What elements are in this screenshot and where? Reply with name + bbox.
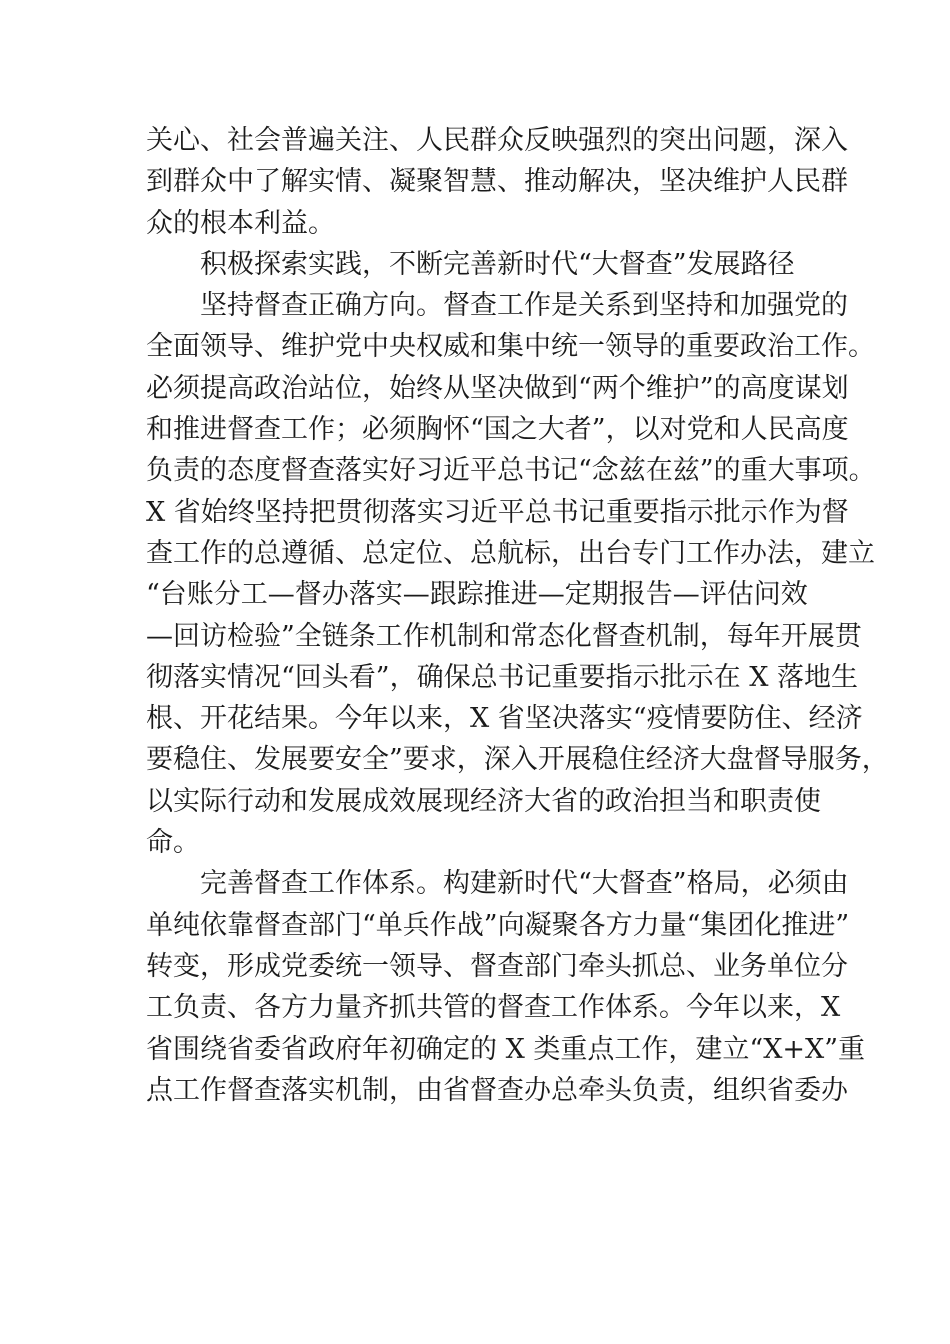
text-line: X 省始终坚持把贯彻落实习近平总书记重要指示批示作为督 xyxy=(146,496,849,528)
text-line: 到群众中了解实情、凝聚智慧、推动解决，坚决维护人民群 xyxy=(146,166,848,198)
text-line: 点工作督查落实机制，由省督查办总牵头负责，组织省委办 xyxy=(146,1074,848,1106)
text-line: 查工作的总遵循、总定位、总航标，出台专门工作办法，建立 xyxy=(146,537,875,569)
text-line: 负责的态度督查落实好习近平总书记“念兹在兹”的重大事项。 xyxy=(146,455,876,487)
text-line: 单纯依靠督查部门“单兵作战”向凝聚各方力量“集团化推进” xyxy=(146,909,850,941)
text-line: 工负责、各方力量齐抓共管的督查工作体系。今年以来，X xyxy=(146,992,841,1024)
text-line: 必须提高政治站位，始终从坚决做到“两个维护”的高度谋划 xyxy=(146,372,849,404)
text-line: 和推进督查工作；必须胸怀“国之大者”，以对党和人民高度 xyxy=(146,414,849,446)
text-line: 坚持督查正确方向。督查工作是关系到坚持和加强党的 xyxy=(200,290,848,322)
text-line: 关心、社会普遍关注、人民群众反映强烈的突出问题，深入 xyxy=(146,125,848,156)
text-line: 彻落实情况“回头看”，确保总书记重要指示批示在 X 落地生 xyxy=(146,661,858,693)
text-line: 命。 xyxy=(146,827,200,859)
text-line: 全面领导、维护党中央权威和集中统一领导的重要政治工作。 xyxy=(146,331,875,363)
section-heading: 积极探索实践，不断完善新时代“大督查”发展路径 xyxy=(200,248,795,280)
text-line: 众的根本利益。 xyxy=(146,207,335,239)
text-line: —回访检验”全链条工作机制和常态化督查机制，每年开展贯 xyxy=(146,620,862,652)
text-line: 以实际行动和发展成效展现经济大省的政治担当和职责使 xyxy=(146,785,821,817)
text-line: 转变，形成党委统一领导、督查部门牵头抓总、业务单位分 xyxy=(146,950,848,982)
text-line: “台账分工—督办落实—跟踪推进—定期报告—评估问效 xyxy=(146,579,808,611)
text-line: 省围绕省委省政府年初确定的 X 类重点工作，建立“X+X”重 xyxy=(146,1033,866,1065)
text-line: 根、开花结果。今年以来，X 省坚决落实“疫情要防住、经济 xyxy=(146,703,863,735)
body-text xyxy=(146,120,889,1111)
text-line: 完善督查工作体系。构建新时代“大督查”格局，必须由 xyxy=(200,868,849,900)
text-line: 要稳住、发展要安全”要求，深入开展稳住经济大盘督导服务， xyxy=(146,744,889,776)
